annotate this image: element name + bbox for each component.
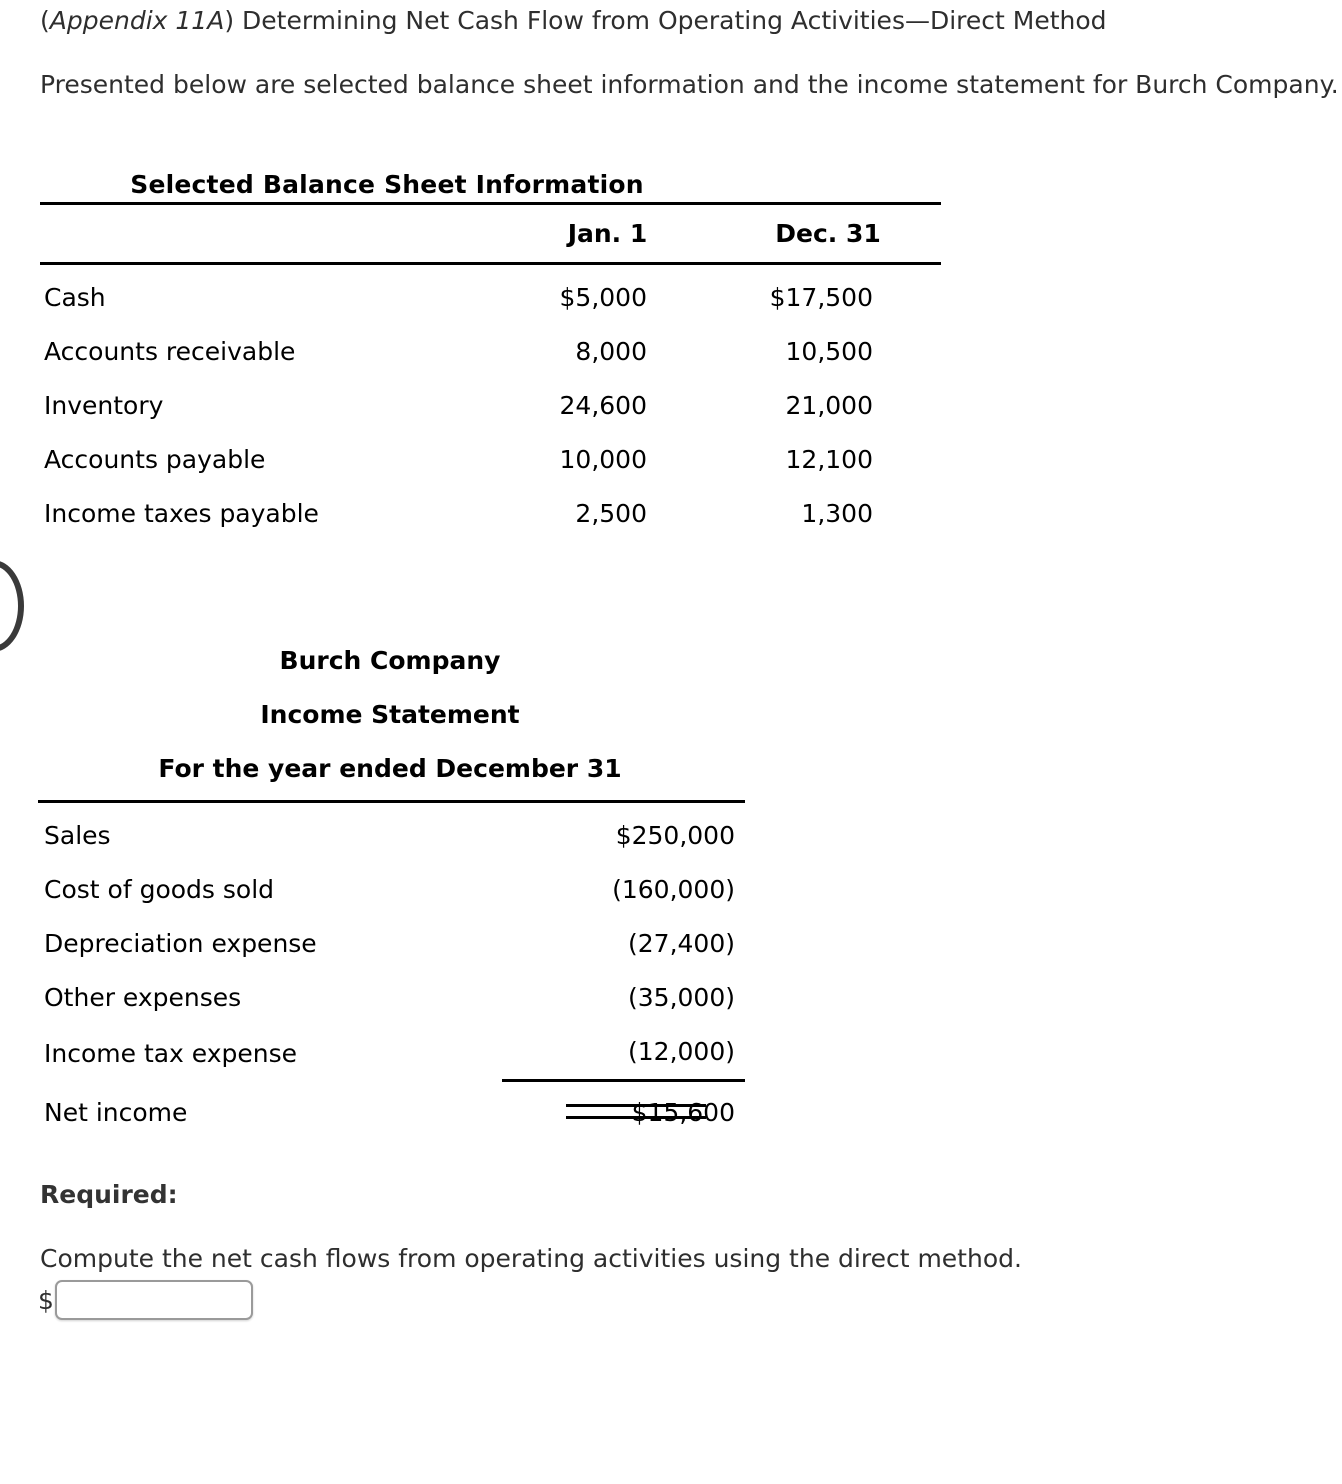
table-row — [40, 487, 941, 541]
answer-entry-row — [38, 1280, 253, 1320]
income-statement-grid — [38, 800, 745, 1140]
row-value-dec-31: 21,000 — [785, 391, 873, 420]
row-value-dec-31: 12,100 — [785, 445, 873, 474]
table-row — [38, 971, 745, 1025]
row-value-dec-31: 1,300 — [801, 499, 873, 528]
row-label: Income tax expense — [44, 1038, 298, 1068]
table-row — [38, 802, 745, 864]
row-value-dec-31: 10,500 — [785, 337, 873, 366]
row-amount: $250,000 — [615, 821, 735, 850]
table-row — [38, 863, 745, 917]
row-amount: (12,000) — [502, 1025, 745, 1081]
net-income-label: Net income — [44, 1098, 188, 1127]
income-statement-company-name: Burch Company — [279, 646, 501, 675]
title-appendix-reference: Appendix 11A — [49, 6, 225, 35]
required-heading: Required: — [40, 1180, 178, 1209]
row-label: Income taxes payable — [44, 499, 319, 528]
row-label: Depreciation expense — [44, 929, 317, 958]
table-row — [40, 325, 941, 379]
table-header-row — [40, 204, 941, 264]
row-label: Sales — [44, 821, 111, 850]
row-amount: (35,000) — [628, 983, 735, 1012]
dollar-sign-label: $ — [38, 1285, 54, 1315]
income-statement-table — [38, 634, 745, 1127]
row-label: Accounts receivable — [44, 337, 296, 366]
row-amount: (160,000) — [612, 875, 735, 904]
required-prompt-text: Compute the net cash flows from operating activities using the direct method. — [40, 1244, 1022, 1273]
table-row — [40, 433, 941, 487]
net-cash-flow-answer-input[interactable] — [55, 1280, 253, 1320]
row-value-jan-1: 24,600 — [559, 391, 647, 420]
table-row — [40, 264, 941, 326]
column-header-jan-1: Jan. 1 — [567, 219, 648, 248]
row-label: Accounts payable — [44, 445, 266, 474]
title-paren-open: ( — [40, 6, 50, 35]
table-row — [38, 917, 745, 971]
exercise-title — [40, 6, 1107, 36]
balance-sheet-title: Selected Balance Sheet Information — [130, 170, 644, 199]
income-statement-title: Income Statement — [260, 700, 520, 729]
column-header-dec-31: Dec. 31 — [775, 219, 881, 248]
row-value-dec-31: $17,500 — [769, 283, 873, 312]
title-remainder: ) Determining Net Cash Flow from Operating Activities—Direct Method — [224, 6, 1107, 35]
circle-arc-artifact-icon — [0, 560, 24, 652]
column-header-blank — [40, 204, 500, 264]
net-income-double-underline — [566, 1104, 706, 1119]
row-amount: (27,400) — [628, 929, 735, 958]
table-row — [38, 1025, 745, 1081]
row-label: Cash — [44, 283, 106, 312]
row-value-jan-1: 2,500 — [575, 499, 647, 528]
table-row — [40, 379, 941, 433]
balance-sheet-grid — [40, 202, 941, 541]
income-statement-period: For the year ended December 31 — [158, 754, 622, 783]
row-label: Other expenses — [44, 983, 242, 1012]
row-value-jan-1: 8,000 — [575, 337, 647, 366]
selected-balance-sheet-table — [40, 168, 941, 528]
row-value-jan-1: 10,000 — [559, 445, 647, 474]
net-income-amount: $15,600 — [631, 1098, 735, 1127]
row-value-jan-1: $5,000 — [559, 283, 647, 312]
row-label: Inventory — [44, 391, 164, 420]
row-label: Cost of goods sold — [44, 875, 275, 904]
exercise-intro-text: Presented below are selected balance sheet information and the income statement for Burch Company. — [40, 70, 1339, 99]
